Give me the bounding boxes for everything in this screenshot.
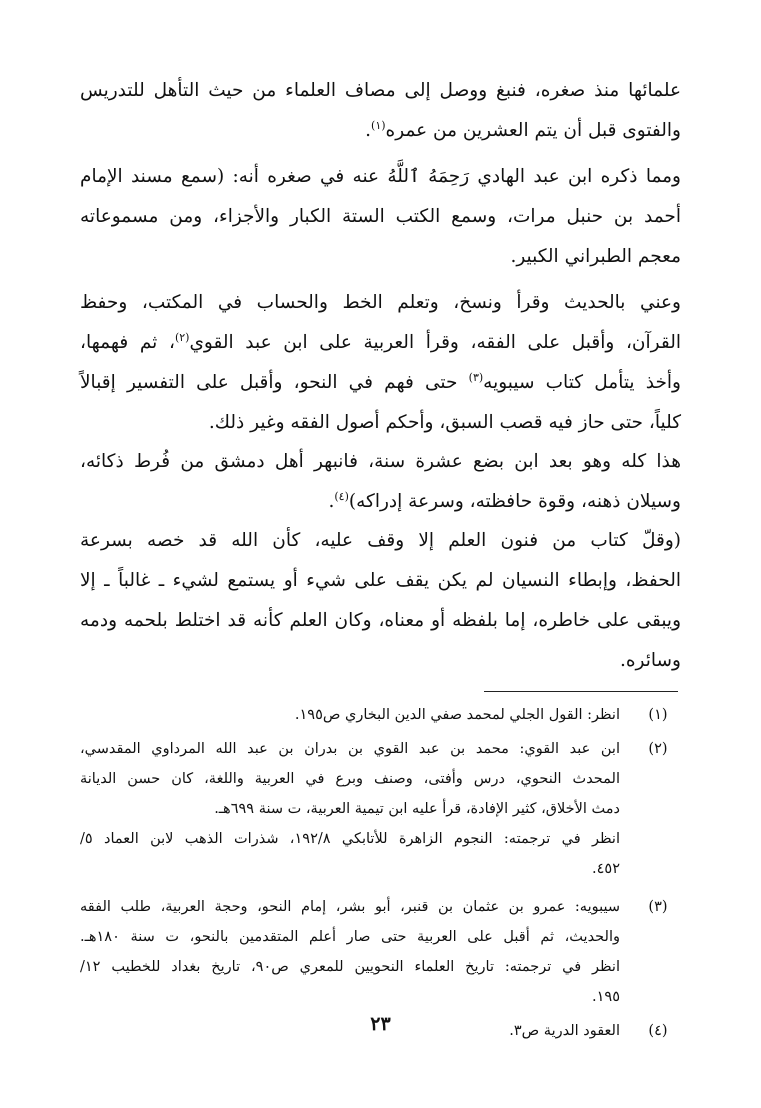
- text-span: كلياً، حتى حاز فيه قصب السبق، وأحكم أصول الفقه وغير ذلك.: [208, 412, 681, 433]
- text-span: هذا كله وهو بعد ابن بضع عشرة سنة، فانبهر أهل دمشق من فُرط ذكائه،: [80, 451, 681, 472]
- footnote-line: والحديث، ثم أقبل على العربية حتى صار أعلم المتقدمين بالنحو، ت سنة ١٨٠هـ.: [80, 929, 620, 945]
- footnote-1: [80, 700, 680, 730]
- text-line: [80, 237, 681, 277]
- paragraph-5: [80, 521, 681, 681]
- footnote-line: انظر: القول الجلي لمحمد صفي الدين البخاري ص١٩٥.: [294, 707, 620, 723]
- text-line: [80, 197, 681, 237]
- text-span: ومما ذكره ابن عبد الهادي رَحِمَهُ ٱللَّهُ عنه في صغره أنه: (سمع مسند الإمام: [80, 166, 681, 187]
- footnote-ref-1[interactable]: (١): [371, 118, 386, 132]
- footnote-line: ابن عبد القوي: محمد بن عبد القوي بن بدران بن عبد الله المرداوي المقدسي،: [80, 741, 620, 757]
- footnote-line: المحدث النحوي، درس وأفتى، وصنف وبرع في العربية واللغة، كان حسن الديانة: [80, 771, 620, 787]
- text-span: ويبقى على خاطره، إما بلفظه أو معناه، وكان العلم كأنه قد اختلط بلحمه ودمه: [80, 610, 681, 631]
- footnote-line: انظر في ترجمته: النجوم الزاهرة للأتابكي ١٩٢/٨، شذرات الذهب لابن العماد ٥/: [80, 831, 620, 847]
- text-span: حتى فهم في النحو، وأقبل على التفسير إقبالاً: [80, 372, 469, 393]
- text-span: وعني بالحديث وقرأ ونسخ، وتعلم الخط والحساب في المكتب، وحفظ: [80, 292, 681, 313]
- text-span: وسيلان ذهنه، وقوة حافظته، وسرعة إدراكه): [348, 491, 681, 512]
- footnote-line: ٤٥٢.: [592, 861, 620, 877]
- text-span: وسائره.: [619, 650, 681, 671]
- footnote-ref-4[interactable]: (٤): [334, 489, 349, 503]
- text-line: [80, 283, 681, 323]
- paragraph-1: [80, 71, 681, 151]
- text-span: .: [365, 120, 372, 141]
- footnote-number: (١): [648, 707, 668, 723]
- text-line: [80, 521, 681, 561]
- footnote-divider: [484, 691, 678, 692]
- footnote-2: [80, 734, 680, 884]
- text-line: [80, 442, 681, 482]
- text-span: معجم الطبراني الكبير.: [510, 246, 681, 267]
- footnote-3: [80, 892, 680, 1012]
- text-line: [80, 71, 681, 111]
- text-span: وأخذ يتأمل كتاب سيبويه: [483, 372, 681, 393]
- text-span: ، ثم فهمها،: [80, 332, 175, 353]
- text-line: [80, 157, 681, 197]
- text-span: القرآن، وأقبل على الفقه، وقرأ العربية على ابن عبد القوي: [189, 332, 681, 353]
- text-line: [80, 641, 681, 681]
- text-span: والفتوى قبل أن يتم العشرين من عمره: [385, 120, 681, 141]
- footnote-ref-2[interactable]: (٢): [174, 330, 190, 344]
- text-span: علمائها منذ صغره، فنبغ ووصل إلى مصاف العلماء من حيث التأهل للتدريس: [80, 80, 681, 101]
- text-line: [80, 363, 681, 403]
- text-span: الحفظ، وإبطاء النسيان لم يكن يقف على شيء أو يستمع لشيء ـ غالباً ـ إلا: [80, 570, 681, 591]
- footnote-number: (٢): [648, 741, 668, 757]
- footnote-number: (٤): [648, 1023, 668, 1039]
- footnote-line: دمث الأخلاق، كثير الإفادة، قرأ عليه ابن تيمية العربية، ت سنة ٦٩٩هـ.: [214, 801, 620, 817]
- text-span: (وقلّ كتاب من فنون العلم إلا وقف عليه، كأن الله قد خصه بسرعة: [80, 530, 681, 551]
- paragraph-2: [80, 157, 681, 277]
- footnotes: [80, 700, 680, 1046]
- text-span: أحمد بن حنبل مرات، وسمع الكتب الستة الكبار والأجزاء، ومن مسموعاته: [80, 206, 681, 227]
- paragraph-3: [80, 283, 681, 443]
- text-line: [80, 482, 681, 522]
- footnote-line: العقود الدرية ص٣.: [509, 1023, 620, 1039]
- footnote-number: (٣): [648, 899, 668, 915]
- text-line: [80, 403, 681, 443]
- text-line: [80, 323, 681, 363]
- footnote-line: ١٩٥.: [592, 989, 620, 1005]
- footnote-line: سيبويه: عمرو بن عثمان بن قنبر، أبو بشر، إمام النحو، وحجة العربية، طلب الفقه: [80, 899, 620, 915]
- footnote-ref-3[interactable]: (٣): [468, 370, 484, 384]
- text-line: [80, 561, 681, 601]
- text-span: .: [328, 491, 335, 512]
- page-number: ٢٣: [370, 1013, 391, 1035]
- text-line: [80, 111, 681, 151]
- paragraph-4: [80, 442, 681, 522]
- text-line: [80, 601, 681, 641]
- footnote-line: انظر في ترجمته: تاريخ العلماء النحويين للمعري ص٩٠، تاريخ بغداد للخطيب ١٢/: [80, 959, 620, 975]
